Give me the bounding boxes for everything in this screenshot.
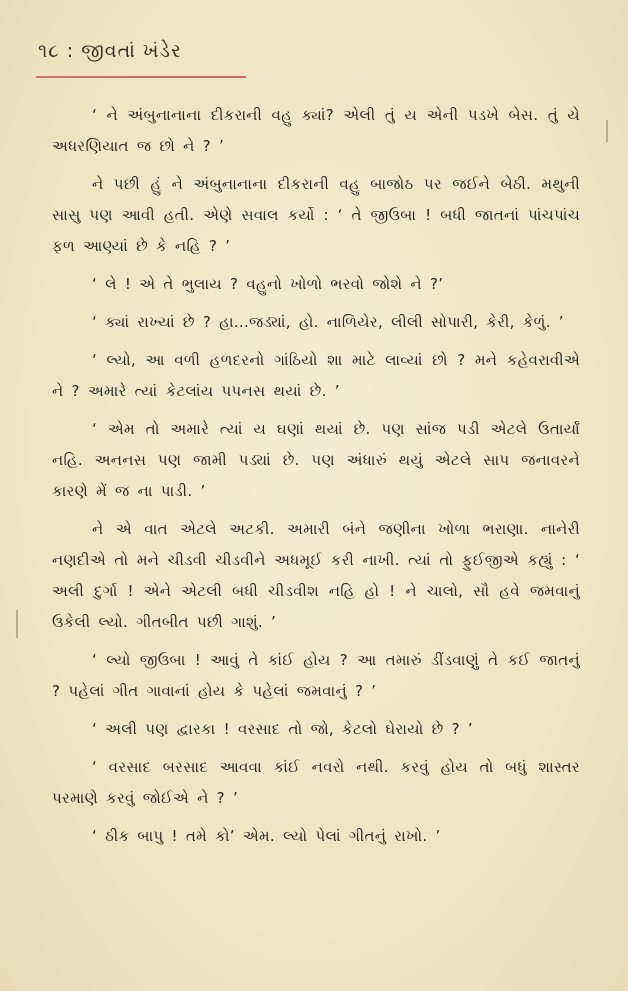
paragraph: ‘ લે ! એ તે ભુલાય ? વહુનો ખોળો ભરવો જોશે ને ?’: [92, 275, 444, 293]
running-header: ૧૮ : જીવતાં ખંડેર: [38, 40, 182, 62]
paragraph: ‘ વરસાદ બરસાદ આવવા કાંઈ નવરો નથી. કરવું હોય તો બધું શાસ્તર પરમાણે કરવું જોઈએ ને ? ’: [52, 758, 580, 807]
paragraph: ‘ ઠીક બાપુ ! તમે કો’ એમ. લ્યો પેલાં ગીતનું રાખો. ’: [92, 827, 441, 845]
page-edge-mark: [16, 610, 18, 638]
paragraph: ‘ લ્યો, આ વળી હળદરનો ગાંઠિયો શા માટે લાવ્યાં છો ? મને કહેવરાવીએ ને ? અમારે ત્યાં કેટલાંય પપનસ થયાં છે. ’: [52, 351, 580, 400]
paragraph: ને પછી હું ને અંબુનાનાના દીકરાની વહુ બાજોઠ પર જઈને બેઠી. મથુની સાસુ પણ આવી હતી. એણે સવાલ કર્યો : ‘ તે જીઉબા ! બધી જાતનાં પાંચપાંચ ફળ આણ્યાં છે કે નહિ ? ’: [52, 175, 580, 255]
paragraph: ‘ અલી પણ દ્વારકા ! વરસાદ તો જો, કેટલો ઘેરાયો છે ? ’: [92, 720, 473, 738]
paragraph: ને એ વાત એટલે અટકી. અમારી બંને જણીના ખોળા ભરાણા. નાનેરી નણદીએ તો મને ચીડવી ચીડવીને અધમૂઈ કરી નાખી. ત્યાં તો ફુઈજીએ કહ્યું : ‘ અલી દુર્ગા ! એને એટલી બધી ચીડવીશ નહિ હો ! ને ચાલો, સૌ હવે જમવાનું ઉકેલી લ્યો. ગીતબીત પછી ગાશું. ’: [52, 520, 580, 631]
paragraph: ‘ ક્યાં રાખ્યાં છે ? હા...જડ્યાં, હો. નાળિયેર, લીલી સોપારી, કેરી, કેળું. ’: [92, 313, 564, 331]
page-edge-mark: [606, 120, 608, 142]
header-underline: [36, 76, 246, 78]
paragraph: ‘ લ્યો જીઉબા ! આવું તે કાંઈ હોય ? આ તમારું ડીંડવાણું તે કઈ જાતનું ? પહેલાં ગીત ગાવાનાં હોય કે પહેલાં જમવાનું ? ’: [52, 651, 580, 700]
paragraph: ‘ ને અંબુનાનાના દીકરાની વહુ ક્યાં? એલી તું ય એની પડખે બેસ. તું યે અધરણિયાત જ છો ને ? ’: [52, 106, 580, 155]
paragraph: ‘ એમ તો અમારે ત્યાં ય ઘણાં થયાં છે. પણ સાંજ પડી એટલે ઉતાર્યાં નહિ. અનનસ પણ જામી પડ્યાં છે. પણ અંધારું થયું એટલે સાપ જનાવરને કારણે મેં જ ના પાડી. ’: [52, 420, 580, 500]
page-body: [52, 100, 580, 859]
